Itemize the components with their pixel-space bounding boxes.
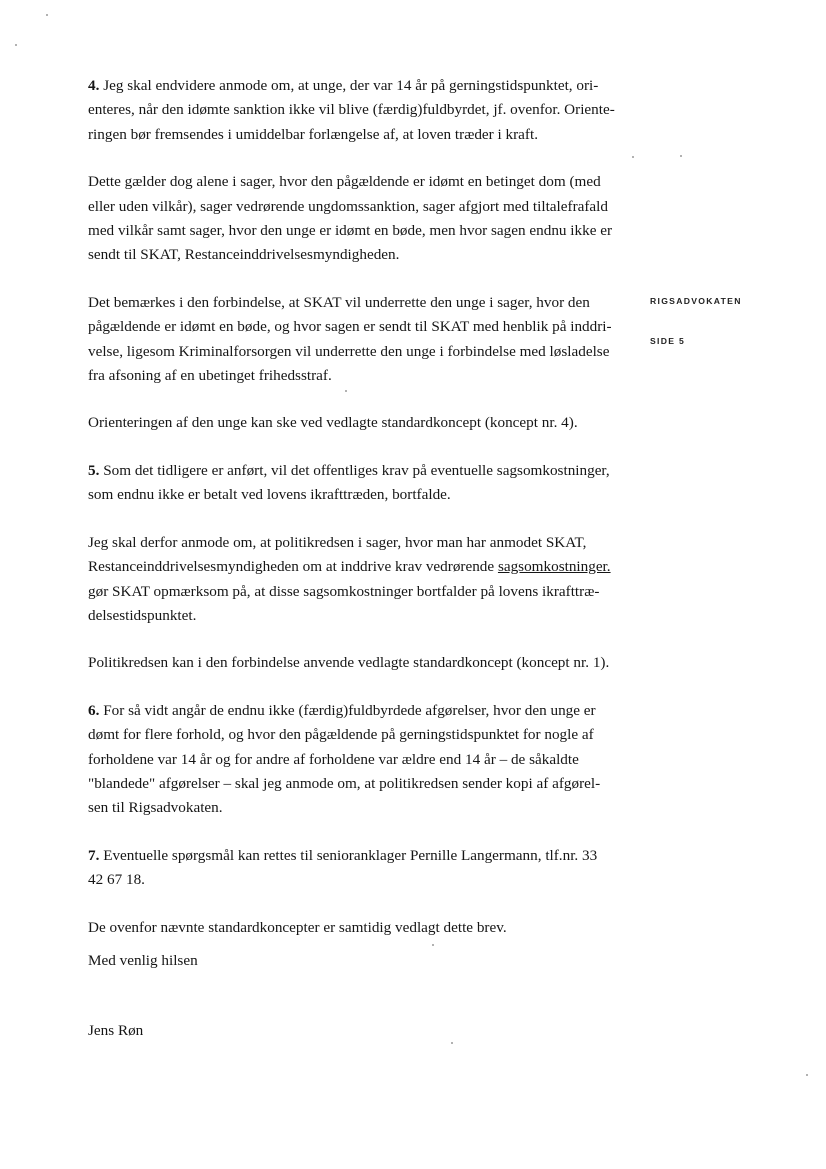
text-line: 4. Jeg skal endvidere anmode om, at unge, der var 14 år på gerningstidspunktet, ori- bbox=[88, 77, 599, 94]
paragraph-5 bbox=[88, 459, 636, 508]
signature-name: Jens Røn bbox=[88, 1022, 144, 1039]
text-line: forholdene var 14 år og for andre af forholdene var ældre end 14 år – de såkaldte bbox=[88, 750, 579, 768]
scan-speck bbox=[632, 156, 634, 158]
scan-speck bbox=[15, 44, 17, 46]
underlined-term: sagsomkostninger. bbox=[497, 558, 611, 576]
text-line: Det bemærkes i den forbindelse, at SKAT vil underrette den unge i sager, hvor den bbox=[88, 293, 590, 311]
text-line: enteres, når den idømte sanktion ikke vil blive (færdig)fuldbyrdet, jf. ovenfor. Oriente- bbox=[88, 101, 615, 119]
paragraph-attachments bbox=[88, 916, 636, 940]
text-line: 6. For så vidt angår de endnu ikke (færdig)fuldbyrdede afgørelser, hvor den unge er bbox=[88, 701, 596, 719]
paragraph-6 bbox=[88, 699, 636, 821]
paragraph-number: 5. bbox=[88, 461, 100, 479]
text-line: som endnu ikke er betalt ved lovens ikrafttræden, bortfalde. bbox=[88, 486, 451, 504]
text-line: "blandede" afgørelser – skal jeg anmode om, at politikredsen sender kopi af afgørel- bbox=[88, 774, 601, 792]
paragraph-4 bbox=[88, 74, 636, 147]
paragraph-number: 6. bbox=[88, 701, 100, 719]
paragraph-skat-notice bbox=[88, 291, 636, 389]
paragraph-number: 4. bbox=[88, 77, 100, 94]
paragraph-orientation bbox=[88, 411, 636, 435]
text-line: med vilkår samt sager, hvor den unge er idømt en bøde, men hvor sagen endnu ikke er bbox=[88, 222, 613, 240]
paragraph-scope bbox=[88, 170, 636, 268]
text-line: Restanceinddrivelsesmyndigheden om at inddrive krav vedrørende sagsomkostninger. bbox=[88, 558, 611, 576]
text-line: eller uden vilkår), sager vedrørende ungdomssanktion, sager afgjort med tiltalefrafald bbox=[88, 197, 608, 215]
text-line: sendt til SKAT, Restanceinddrivelsesmyndigheden. bbox=[88, 246, 400, 264]
text-line: dømt for flere forhold, og hvor den pågældende på gerningstidspunktet for nogle af bbox=[88, 726, 594, 744]
text-line: fra afsoning af en ubetinget frihedsstraf. bbox=[88, 367, 332, 385]
text-line: 42 67 18. bbox=[88, 871, 145, 889]
scan-speck bbox=[680, 155, 682, 157]
text-line: pågældende er idømt en bøde, og hvor sagen er sendt til SKAT med henblik på inddri- bbox=[88, 318, 612, 336]
text-line: delsestidspunktet. bbox=[88, 606, 197, 624]
sidebar-organization: RIGSADVOKATEN bbox=[650, 296, 742, 306]
text-line: ringen bør fremsendes i umiddelbar forlængelse af, at loven træder i kraft. bbox=[88, 125, 538, 143]
sidebar-page-number: SIDE 5 bbox=[650, 336, 686, 346]
text-line: 5. Som det tidligere er anført, vil det offentliges krav på eventuelle sagsomkostninger, bbox=[88, 461, 610, 479]
text-line: Politikredsen kan i den forbindelse anvende vedlagte standardkoncept (koncept nr. 1). bbox=[88, 654, 610, 672]
letter-body bbox=[88, 74, 636, 963]
paragraph-template-1 bbox=[88, 651, 636, 675]
text-line: gør SKAT opmærksom på, at disse sagsomkostninger bortfalder på lovens ikrafttræ- bbox=[88, 582, 600, 600]
text-line: velse, ligesom Kriminalforsorgen vil underrette den unge i forbindelse med løsladelse bbox=[88, 342, 610, 360]
text-line: Jeg skal derfor anmode om, at politikredsen i sager, hvor man har anmodet SKAT, bbox=[88, 533, 587, 551]
scan-speck bbox=[806, 1074, 808, 1076]
closing-greeting: Med venlig hilsen bbox=[88, 952, 198, 969]
scan-speck bbox=[46, 14, 48, 16]
paragraph-number: 7. bbox=[88, 846, 100, 864]
scan-speck bbox=[432, 944, 434, 946]
paragraph-request bbox=[88, 531, 636, 629]
text-line: Orienteringen af den unge kan ske ved vedlagte standardkoncept (koncept nr. 4). bbox=[88, 414, 578, 432]
text-line: Dette gælder dog alene i sager, hvor den pågældende er idømt en betinget dom (med bbox=[88, 173, 601, 191]
paragraph-7 bbox=[88, 844, 636, 893]
text-line: sen til Rigsadvokaten. bbox=[88, 799, 223, 817]
text-line: De ovenfor nævnte standardkoncepter er samtidig vedlagt dette brev. bbox=[88, 918, 507, 936]
scan-speck bbox=[345, 390, 347, 392]
scan-speck bbox=[451, 1042, 453, 1044]
text-line: 7. Eventuelle spørgsmål kan rettes til senioranklager Pernille Langermann, tlf.nr. 33 bbox=[88, 846, 598, 864]
